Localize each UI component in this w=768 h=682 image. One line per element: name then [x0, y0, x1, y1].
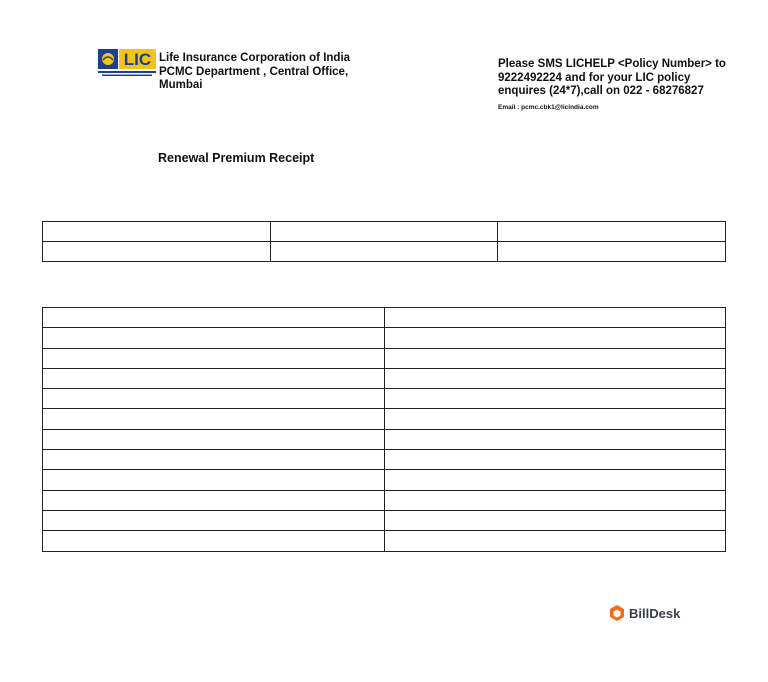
table-cell [384, 348, 726, 368]
org-line-2: PCMC Department , Central Office, [159, 65, 349, 78]
table-row [43, 510, 726, 530]
table-cell [43, 328, 385, 348]
table-row [43, 328, 726, 348]
table-cell [384, 510, 726, 530]
table-row [43, 409, 726, 429]
svg-text:LIC: LIC [123, 50, 152, 69]
table-cell [43, 222, 271, 242]
table-cell [43, 348, 385, 368]
sms-line-3: enquires (24*7),call on 022 - 68276827 [498, 85, 704, 97]
table-row [43, 531, 726, 551]
billdesk-hexagon-icon [609, 604, 625, 622]
billdesk-brand [609, 604, 680, 622]
org-line-1: Life Insurance Corporation of India [159, 52, 351, 64]
table-cell [498, 242, 726, 262]
table-cell [43, 470, 385, 490]
table-cell [384, 389, 726, 409]
table-row [43, 450, 726, 470]
table-row [43, 490, 726, 510]
org-line-3: Mumbai [159, 79, 203, 91]
table-row [43, 242, 726, 262]
receipt-details-table [42, 307, 726, 552]
table-cell [43, 409, 385, 429]
table-cell [498, 222, 726, 242]
sms-line-1: Please SMS LICHELP <Policy Number> to [498, 58, 726, 70]
table-cell [270, 222, 498, 242]
table-row [43, 470, 726, 490]
table-row [43, 348, 726, 368]
table-cell [384, 490, 726, 510]
table-row [43, 429, 726, 449]
table-cell [384, 409, 726, 429]
table-cell [43, 242, 271, 262]
table-cell [43, 450, 385, 470]
table-row [43, 368, 726, 388]
lic-logo [98, 49, 156, 78]
table-cell [43, 308, 385, 328]
table-cell [384, 328, 726, 348]
table-row [43, 389, 726, 409]
billdesk-label: BillDesk [629, 605, 681, 621]
table-row [43, 222, 726, 242]
table-cell [384, 470, 726, 490]
organization-name [159, 52, 379, 93]
table-cell [43, 531, 385, 551]
table-cell [43, 490, 385, 510]
table-cell [384, 429, 726, 449]
table-cell [43, 510, 385, 530]
table-cell [43, 429, 385, 449]
table-cell [43, 389, 385, 409]
policy-summary-table [42, 221, 726, 262]
table-cell [270, 242, 498, 262]
table-cell [384, 308, 726, 328]
contact-email: Email : pcmc.cbk1@licindia.com [498, 104, 599, 111]
sms-line-2: 9222492224 and for your LIC policy [498, 71, 691, 84]
table-cell [384, 531, 726, 551]
sms-help-notice [498, 58, 738, 99]
receipt-title: Renewal Premium Receipt [158, 151, 315, 165]
table-cell [43, 368, 385, 388]
table-cell [384, 368, 726, 388]
table-cell [384, 450, 726, 470]
table-row [43, 308, 726, 328]
